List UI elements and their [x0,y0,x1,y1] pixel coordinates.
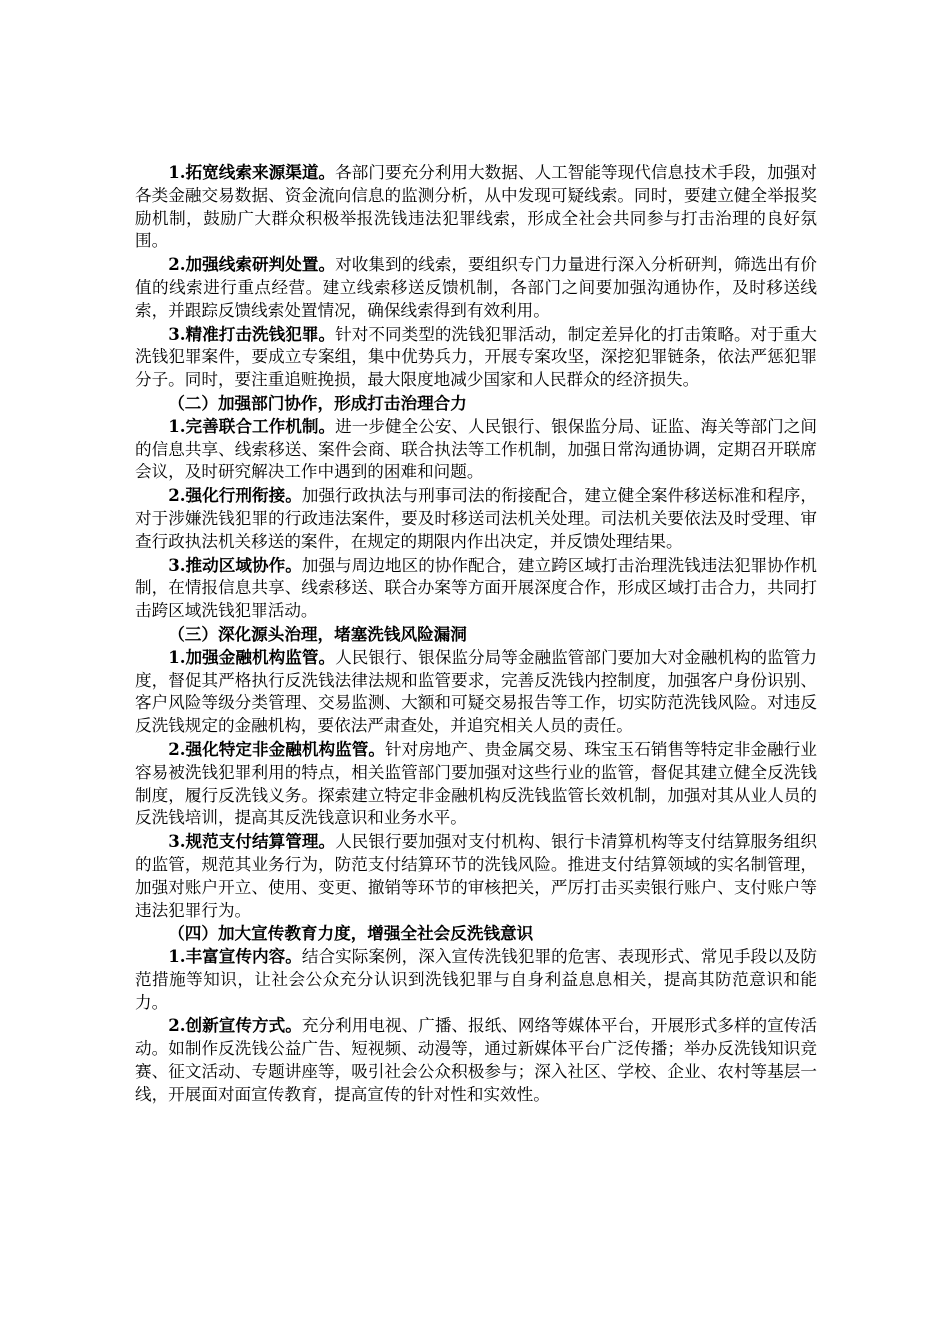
paragraph-lead: 2.强化行刑衔接。 [168,485,302,506]
paragraph-lead: 2.加强线索研判处置。 [168,254,336,275]
paragraph-lead: 3.推动区域协作。 [168,554,302,575]
paragraph [135,161,817,253]
document-body [135,161,817,1107]
section-heading: （四）加大宣传教育力度，增强全社会反洗钱意识 [168,923,534,944]
paragraph [135,323,817,392]
paragraph-body: 对收集到的线索，要组织专门力量进行深入分析研判，筛选出有价值的线索进行重点经营。建立线索移送反馈机制，各部门之间要加强沟通协作，及时移送线索，并跟踪反馈线索处置情况，确保线索得到有效利用。 [135,255,818,320]
paragraph [135,738,817,830]
paragraph-body: 人民银行、银保监分局等金融监管部门要加大对金融机构的监管力度，督促其严格执行反洗钱法律法规和监管要求，完善反洗钱内控制度，加强客户身份识别、客户风险等级分类管理、交易监测、大额和可疑交易报告等工作，切实防范洗钱风险。对违反反洗钱规定的金融机构，要依法严肃查处，并追究相关人员的责任。 [135,647,818,736]
paragraph [135,830,817,922]
paragraph [135,253,817,322]
paragraph-body: 各部门要充分利用大数据、人工智能等现代信息技术手段，加强对各类金融交易数据、资金流向信息的监测分析，从中发现可疑线索。同时，要建立健全举报奖励机制，鼓励广大群众积极举报洗钱违法犯罪线索，形成全社会共同参与打击治理的良好氛围。 [135,163,818,251]
paragraph-lead: 2.创新宣传方式。 [168,1015,302,1036]
paragraph-body: 加强行政执法与刑事司法的衔接配合，建立健全案件移送标准和程序，对于涉嫌洗钱犯罪的行政违法案件，要及时移送司法机关处理。司法机关要依法及时受理、审查行政执法机关移送的案件，在规定的期限内作出决定，并反馈处理结果。 [135,486,818,551]
paragraph-body: 结合实际案例，深入宣传洗钱犯罪的危害、表现形式、常见手段以及防范措施等知识，让社会公众充分认识到洗钱犯罪与自身利益息息相关，提高其防范意识和能力。 [135,947,818,1012]
paragraph-body: 针对房地产、贵金属交易、珠宝玉石销售等特定非金融行业容易被洗钱犯罪利用的特点，相关监管部门要加强对这些行业的监管，督促其建立健全反洗钱制度，履行反洗钱义务。探索建立特定非金融机构反洗钱监管长效机制，加强对其从业人员的反洗钱培训，提高其反洗钱意识和业务水平。 [135,739,817,828]
paragraph [135,1014,817,1106]
paragraph-lead: 1.拓宽线索来源渠道。 [168,162,336,182]
paragraph [135,945,817,1014]
paragraph [135,646,817,738]
section-heading: （二）加强部门协作，形成打击治理合力 [168,392,467,413]
paragraph [135,554,817,623]
paragraph [135,415,817,484]
paragraph-body: 针对不同类型的洗钱犯罪活动，制定差异化的打击策略。对于重大洗钱犯罪案件，要成立专案组，集中优势兵力，开展专案攻坚，深挖犯罪链条，依法严惩犯罪分子。同时，要注重追赃挽损，最大限度地减少国家和人民群众的经济损失。 [135,324,818,390]
paragraph-lead: 1.完善联合工作机制。 [168,415,336,436]
paragraph-lead: 3.规范支付结算管理。 [168,831,336,852]
paragraph-body: 充分利用电视、广播、报纸、网络等媒体平台，开展形式多样的宣传活动。如制作反洗钱公益广告、短视频、动漫等，通过新媒体平台广泛传播；举办反洗钱知识竞赛、征文活动、专题讲座等，吸引社会公众积极参与；深入社区、学校、企业、农村等基层一线，开展面对面宣传教育，提高宣传的针对性和实效性。 [135,1016,818,1104]
paragraph [135,484,817,553]
paragraph-body: 进一步健全公安、人民银行、银保监分局、证监、海关等部门之间的信息共享、线索移送、案件会商、联合执法等工作机制，加强日常沟通协调，定期召开联席会议，及时研究解决工作中遇到的困难和问题。 [135,416,818,482]
paragraph-body: 加强与周边地区的协作配合，建立跨区域打击治理洗钱违法犯罪协作机制，在情报信息共享、线索移送、联合办案等方面开展深度合作，形成区域打击合力，共同打击跨区域洗钱犯罪活动。 [135,555,818,621]
paragraph-lead: 2.强化特定非金融机构监管。 [168,738,385,759]
paragraph-lead: 1.丰富宣传内容。 [168,946,302,967]
section-heading: （三）深化源头治理，堵塞洗钱风险漏洞 [168,623,467,644]
paragraph-body: 人民银行要加强对支付机构、银行卡清算机构等支付结算服务组织的监管，规范其业务行为，防范支付结算环节的洗钱风险。推进支付结算领域的实名制管理，加强对账户开立、使用、变更、撤销等环节的审核把关，严厉打击买卖银行账户、支付账户等违法犯罪行为。 [135,832,818,920]
paragraph-lead: 3.精准打击洗钱犯罪。 [168,323,336,344]
paragraph-lead: 1.加强金融机构监管。 [168,646,336,667]
